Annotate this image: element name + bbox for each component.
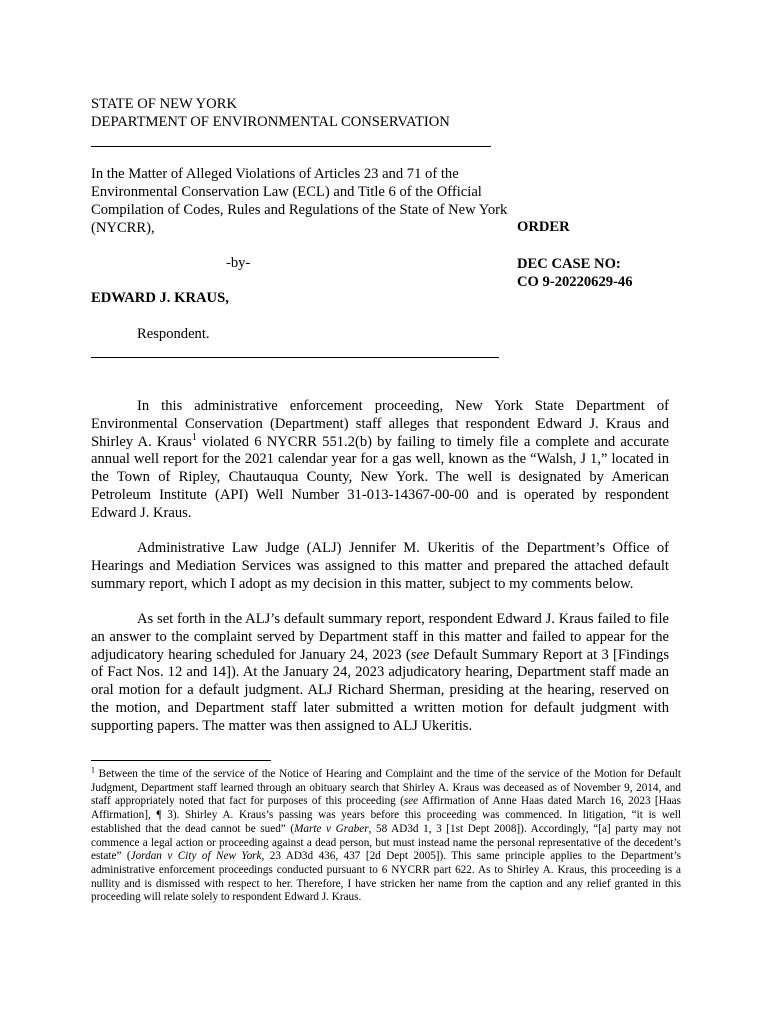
agency-header	[91, 95, 450, 131]
state-line: STATE OF NEW YORK	[91, 96, 237, 112]
caption-bottom-rule	[91, 357, 499, 358]
footnote-1: $^1$ Between the time of the service of the Notice of Hearing and Complaint and the time of the service of the Motion for Default Judgment, Department staff learned through an obituary search that Shirley A. Kraus was deceased as of November 9, 2014, and staff appropriately noted that fact for purposes of this proceeding (see Affirmation of Anne Haas dated March 16, 2023 [Haas Affirmation], ¶ 3). Shirley A. Kraus’s passing was years before this proceeding was commenced. In litigation, “it is well established that the dead cannot be sued” (Marte v Graber, 58 AD3d 1, 3 [1st Dept 2008]). Accordingly, “[a] party may not commence a legal action or proceeding against a dead person, but must instead name the personal representative of the decedent’s estate” (Jordan v City of New York, 23 AD3d 436, 437 [2d Dept 2005]). This same principle applies to the Department’s administrative enforcement proceedings conducted pursuant to 6 NYCRR part 622. As to Shirley A. Kraus, this proceeding is a nullity and is dismissed with respect to her. Therefore, I have stricken her name from the caption and any relief granted in this proceeding will relate solely to respondent Edward J. Kraus.	[91, 765, 682, 904]
caption-top-rule	[91, 146, 491, 147]
department-line: DEPARTMENT OF ENVIRONMENTAL CONSERVATION	[91, 114, 450, 130]
respondent-name: EDWARD J. KRAUS,	[91, 290, 229, 306]
case-label: DEC CASE NO:	[517, 256, 621, 272]
paragraph-2: Administrative Law Judge (ALJ) Jennifer M. Ukeritis of the Department’s Office of Hearings and Mediation Services was assigned to this matter and prepared the attached default summary report, which I adopt as my decision in this matter, subject to my comments below.	[91, 540, 669, 592]
respondent-label: Respondent.	[137, 326, 210, 342]
footnote-separator	[91, 760, 271, 761]
paragraph-3: As set forth in the ALJ’s default summary report, respondent Edward J. Kraus failed to file an answer to the complaint served by Department staff in this matter and failed to appear for the adjudicatory hearing scheduled for January 24, 2023 (see Default Summary Report at 3 [Findings of Fact Nos. 12 and 14]). At the January 24, 2023 adjudicatory hearing, Department staff made an oral motion for a default judgment. ALJ Richard Sherman, presiding at the hearing, reserved on the motion, and Department staff later submitted a written motion for default judgment with supporting papers. The matter was then assigned to ALJ Ukeritis.	[91, 611, 669, 734]
by-line: -by-	[226, 255, 251, 271]
paragraph-1: In this administrative enforcement proceeding, New York State Department of Environmental Conservation (Department) staff alleges that respondent Edward J. Kraus and Shirley A. Kraus$^1$ violated 6 NYCRR 551.2(b) by failing to timely file a complete and accurate annual well report for the 2021 calendar year for a gas well, known as the “Walsh, J 1,” located in the Town of Ripley, Chautauqua County, New York. The well is designated by American Petroleum Institute (API) Well Number 31-013-14367-00-00 and is operated by respondent Edward J. Kraus.	[91, 398, 669, 521]
matter-caption: In the Matter of Alleged Violations of Articles 23 and 71 of the Environmental Conservation Law (ECL) and Title 6 of the Official Compilation of Codes, Rules and Regulations of the State of New York (NYCRR),	[91, 166, 508, 236]
case-number-block	[517, 255, 633, 291]
case-citation-marte: Marte v Graber	[294, 822, 369, 835]
order-title: ORDER	[517, 219, 570, 235]
footnote-number: 1	[91, 765, 95, 775]
case-number: CO 9-20220629-46	[517, 274, 633, 290]
footnote-ref-1[interactable]: 1	[191, 431, 197, 443]
case-citation-jordan: Jordan v City of New York	[130, 850, 262, 863]
